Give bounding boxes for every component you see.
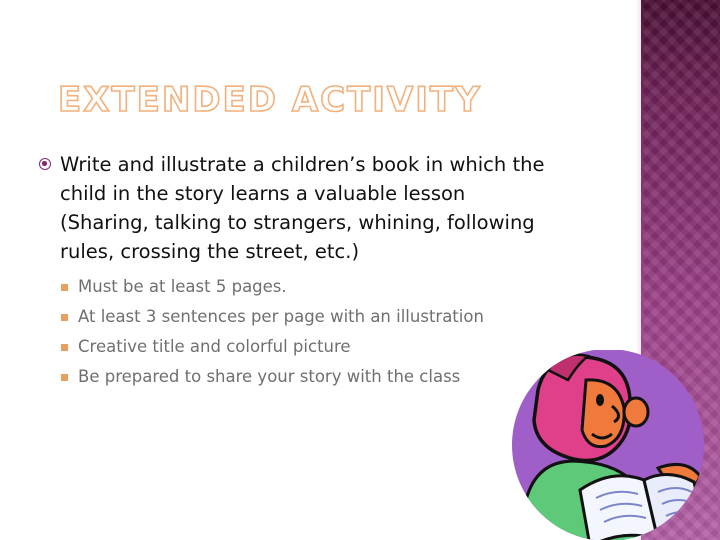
- sub-bullet-text: Creative title and colorful picture: [78, 337, 351, 356]
- circle-bullet-icon: [39, 158, 51, 170]
- sub-bullet-item: [60, 362, 558, 392]
- square-bullet-icon: [61, 344, 68, 351]
- slide-title: EXTENDED ACTIVITY: [58, 80, 482, 120]
- sub-bullet-list: [60, 272, 558, 392]
- square-bullet-icon: [61, 284, 68, 291]
- sub-bullet-text: At least 3 sentences per page with an illustration: [78, 307, 484, 326]
- main-bullet-text: Write and illustrate a children’s book in which the child in the story learns a valuable lesson (Sharing, talking to strangers, whining, following rules, crossing the street, etc.): [60, 153, 545, 263]
- sub-bullet-item: [60, 272, 558, 302]
- sub-bullet-text: Must be at least 5 pages.: [78, 277, 287, 296]
- square-bullet-icon: [61, 314, 68, 321]
- sub-bullet-item: [60, 332, 558, 362]
- sub-bullet-text: Be prepared to share your story with the class: [78, 367, 461, 386]
- square-bullet-icon: [61, 374, 68, 381]
- sub-bullet-item: [60, 302, 558, 332]
- bullet-content: [38, 150, 558, 392]
- main-bullet-item: [38, 150, 558, 266]
- child-reading-book-clipart-icon: [508, 350, 708, 540]
